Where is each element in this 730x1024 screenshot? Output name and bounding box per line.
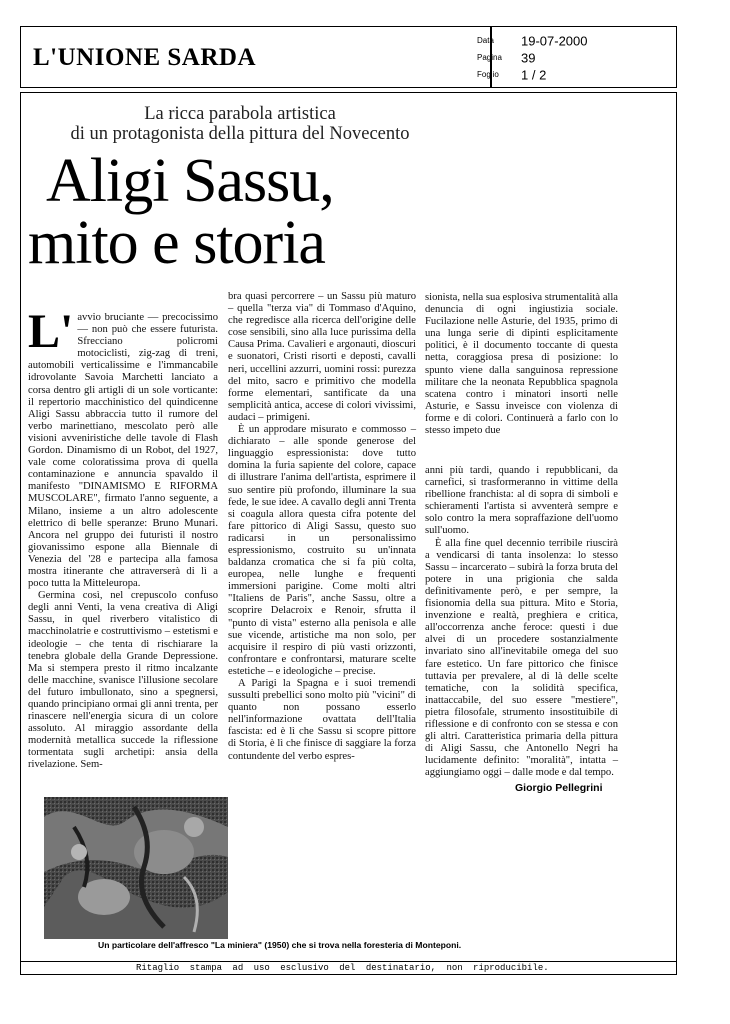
headline-line-1: Aligi Sassu, (46, 147, 334, 215)
article-headline (28, 147, 334, 277)
drop-cap: L' (28, 305, 74, 358)
meta-sheet (477, 66, 546, 84)
kicker-line-2: di un protagonista della pittura del Novecento (70, 124, 410, 144)
article-column-3-top (425, 292, 618, 452)
paragraph: Germina così, nel crepuscolo confuso degli anni Venti, la vena creativa di Aligi Sassu, in quel riverbero vitalistico di macchinolatrie e costruttivismo – estetismi e ideologie – che tenta di rischiarare la tenebra globale della Grande Depressione. Ma si stempera presto il ritmo incalzante delle macchine, svanisce l'illusione secolare del futuro imbullonato, sino a spegnersi, quando principiano ormai gli anni trenta, per rinascere nell'energia sicura di un colore assoluto. Al miraggio assordante della modernità metallica succede la riflessione tormentata sugli archetipi: ansia della rivelazione. Sem- (28, 590, 218, 771)
kicker-line-1: La ricca parabola artistica (144, 104, 336, 124)
meta-sheet-label: Foglio (477, 70, 499, 80)
headline-line-2: mito e storia (28, 209, 325, 277)
meta-page-value: 39 (521, 50, 536, 66)
paragraph: A Parigi la Spagna e i suoi tremendi sussulti prebellici sono molto più "vicini" di quanto non possano esserlo nell'informazione ovattata dell'Italia fascista: ed è lì che Sassu si scopre pittore di Storia, è lì che finisce di saggiare la forza contundente del verbo espres- (228, 678, 416, 762)
article-column-2 (228, 291, 416, 781)
paragraph: anni più tardi, quando i repubblicani, da carnefici, si trasformeranno in vittime della ribellione franchista: al di sopra di simboli e schieramenti l'artista si avventerà sempre e solo contro la mera sopraffazione dell'uomo sull'uomo. (425, 465, 618, 537)
paragraph (28, 305, 218, 590)
meta-date-value: 19-07-2000 (521, 33, 588, 49)
fresco-photo (44, 797, 228, 939)
paragraph: bra quasi percorrere – un Sassu più maturo – quella "terza via" di Tommaso d'Aquino, che regredisce alla ricerca dell'origine delle cose sensibili, sino alla luce purissima della Causa Prima. Cavalieri e argonauti, dioscuri e suonatori, Cristi risorti e deposti, cavalli neri, uccellini azzurri, uomini rossi: purezza del mito, sacro e primitivo che modella forme elementari, santificate da una semplicità antica, accese di colori vivissimi, audaci – primigeni. (228, 291, 416, 423)
meta-page-label: Pagina (477, 53, 502, 63)
author-signature: Giorgio Pellegrini (515, 782, 603, 794)
article-column-1 (28, 305, 218, 792)
meta-page (477, 49, 535, 67)
footer-box (20, 961, 677, 975)
footer-disclaimer: Ritaglio stampa ad uso esclusivo del destinatario, non riproducibile. (136, 963, 549, 973)
newspaper-name: L'UNIONE SARDA (33, 44, 257, 71)
meta-sheet-value: 1 / 2 (521, 67, 547, 83)
meta-date-label: Data (477, 36, 494, 46)
paragraph: È un approdare misurato e commosso – dichiarato – alle sponde generose del linguaggio espressionista: dove tutto domina la furia sapiente del colore, capace di illustrare l'anima dell'artista, esprimere il suo sentire più profondo, illuminare la sua fede, le sue idee. A cavallo degli anni Trenta si coagula allora questa cifra potente del fare pittorico di Aligi Sassu, questo suo radicarsi in un personalissimo espressionismo, costruito su un'innata baldanza cromatica che si fa più colta, europea, nelle lunghe e frequenti immersioni parigine. Come molti altri "Italiens de Paris", anche Sassu, oltre a scoprire Delacroix e Renoir, sfrutta il "punto di vista" esterno alla penisola e alle sue vicende, artistiche ma non solo, per acquisire il respiro di più vasti orizzonti, confrontare e confrontarsi, maturare scelte estetiche – e ideologiche – precise. (228, 424, 416, 677)
photo-caption: Un particolare dell'affresco "La miniera" (1950) che si trova nella foresteria di Monteponi. (98, 940, 462, 950)
paragraph-text: avvio bruciante — precocissimo — non può che essere futurista. Sfrecciano policromi motociclisti, zig-zag di treni, automobili verticalissime e l'immancabile idrovolante Savoia Marchetti lanciato a corsa dentro gli artigli di un sole vorticante: il repertorio macchinistico del quindicenne Aligi Sassu abbraccia tutto il rumore del verbo marinettiano, mescolato però alle visioni avveniristiche delle tavole di Flash Gordon. Dinamismo di un Robot, del 1927, vale come coloratissima prova di quella contaminazione e annuncia spavaldo il manifesto "DINAMISMO E RIFORMA MUSCOLARE", firmato l'anno seguente, a Milano, insieme a un altro adolescente elettrico di belle speranze: Bruno Munari. Ancora nel gruppo dei futuristi il nostro giovanissimo espone alla Biennale di Venezia del '28 e partecipa alla famosa mostra itinerante che attraverserà di lì a poco tutta la Mitteleuropa. (28, 312, 218, 590)
article-column-3-bottom (425, 465, 618, 779)
article-kicker (60, 104, 420, 144)
paragraph: È alla fine quel decennio terribile riuscirà a vendicarsi di tanta insolenza: lo stesso Sassu – incarcerato – subirà la forza bruta del potere in una prigionia che salda definitivamente però, e per sempre, la fisionomia della sua pittura. Mito e Storia, invenzione e realtà, preghiera e critica, all'occorrenza anche feroce: questi i due alvei di un procedere sostanzialmente invariato sino all'inevitabile omega del suo fare estetico. Un fare pittorico che finisce tuttavia per prevalere, al di là delle scelte tematiche, con la solidità specifica, inattaccabile, del suo essere "mestiere", pietra filosofale, strumento insostituibile di riflessione e di confronto con se stessa e con gli altri. Caratteristica primaria della pittura di Aligi Sassu, che Antonello Negri ha lucidamente definito: "moralità", intatta – aggiungiamo oggi – dalle mode e dal tempo. (425, 537, 618, 779)
meta-date (477, 32, 588, 50)
fresco-image (44, 797, 228, 939)
paragraph: sionista, nella sua esplosiva strumentalità alla denuncia di ogni ingiustizia sociale. Fucilazione nelle Asturie, del 1935, primo di una lunga serie di dipinti esplicitamente politici, è il documento toccante di questa netta, coraggiosa presa di posizione: lo spunto viene dalla sanguinosa repressione militare che la neonata Repubblica spagnola scatena contro i minatori insorti nelle Asturie, e Sassu inveisce con violenza di forme e di colori. Continuerà a farlo con lo stesso impeto due (425, 292, 618, 437)
